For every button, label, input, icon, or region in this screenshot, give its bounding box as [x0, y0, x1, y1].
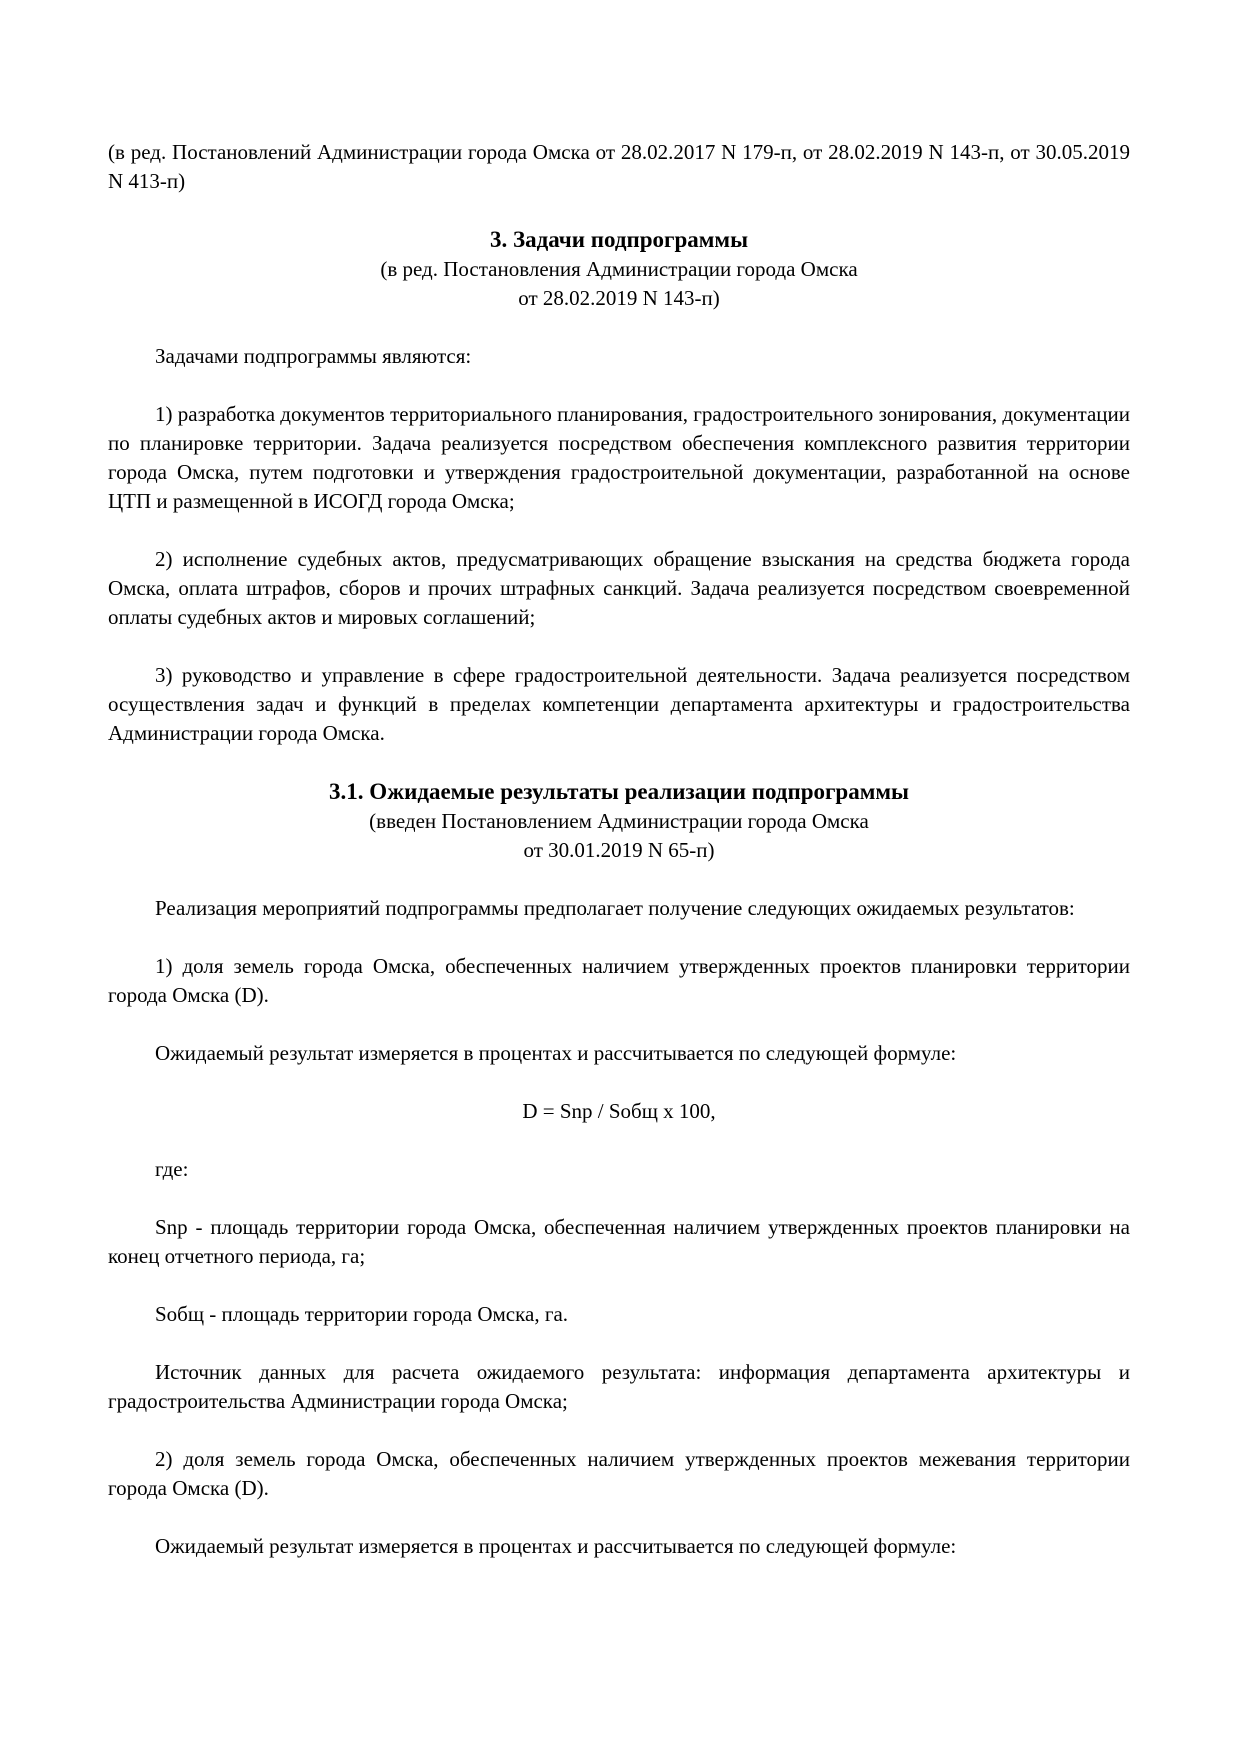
- formula-intro-2: Ожидаемый результат измеряется в процентах и рассчитывается по следующей формуле:: [155, 1534, 957, 1558]
- edit-note: (в ред. Постановлений Администрации города Омска от 28.02.2017 N 179-п, от 28.02.2019 N 143-п, от 30.05.2019 N 413-п): [108, 140, 1130, 193]
- results-intro: Реализация мероприятий подпрограммы предполагает получение следующих ожидаемых результатов:: [155, 896, 1075, 920]
- section-3-1-header: [108, 777, 1130, 865]
- section-3-1-note-line1: (введен Постановлением Администрации города Омска: [369, 809, 869, 833]
- sobshch-definition: Sобщ - площадь территории города Омска, га.: [155, 1302, 569, 1326]
- task-item-3: 3) руководство и управление в сфере градостроительной деятельности. Задача реализуется посредством осуществления задач и функций в пределах компетенции департамента архитектуры и градостроительства Администрации города Омска.: [108, 663, 1130, 745]
- section-3-note-line2: от 28.02.2019 N 143-п): [518, 286, 720, 310]
- section-3-1-title: 3.1. Ожидаемые результаты реализации подпрограммы: [328, 779, 910, 804]
- section-3-header: [108, 225, 1130, 313]
- section-3-note-line1: (в ред. Постановления Администрации города Омска: [380, 257, 858, 281]
- task-item-1: 1) разработка документов территориального планирования, градостроительного зонирования, документации по планировке территории. Задача реализуется посредством обеспечения комплексного развития территории города Омска, путем подготовки и утверждения градостроительной документации, разработанной на основе ЦТП и размещенной в ИСОГД города Омска;: [108, 402, 1130, 513]
- formula-intro-1: Ожидаемый результат измеряется в процентах и рассчитывается по следующей формуле:: [155, 1041, 957, 1065]
- where-label: где:: [155, 1157, 189, 1181]
- section-3-title: 3. Задачи подпрограммы: [489, 227, 749, 252]
- data-source-note: Источник данных для расчета ожидаемого результата: информация департамента архитектуры и градостроительства Администрации города Омска;: [108, 1360, 1130, 1413]
- section-3-1-note-line2: от 30.01.2019 N 65-п): [523, 838, 715, 862]
- task-item-2: 2) исполнение судебных актов, предусматривающих обращение взыскания на средства бюджета города Омска, оплата штрафов, сборов и прочих штрафных санкций. Задача реализуется посредством своевременной оплаты судебных актов и мировых соглашений;: [108, 547, 1130, 629]
- result-item-2: 2) доля земель города Омска, обеспеченных наличием утвержденных проектов межевания территории города Омска (D).: [108, 1447, 1130, 1500]
- formula-1: D = Snp / Sобщ x 100,: [522, 1099, 716, 1123]
- result-item-1: 1) доля земель города Омска, обеспеченных наличием утвержденных проектов планировки территории города Омска (D).: [108, 954, 1130, 1007]
- section-3-intro: Задачами подпрограммы являются:: [155, 344, 472, 368]
- snp-definition: Snp - площадь территории города Омска, обеспеченная наличием утвержденных проектов планировки на конец отчетного периода, га;: [108, 1215, 1130, 1268]
